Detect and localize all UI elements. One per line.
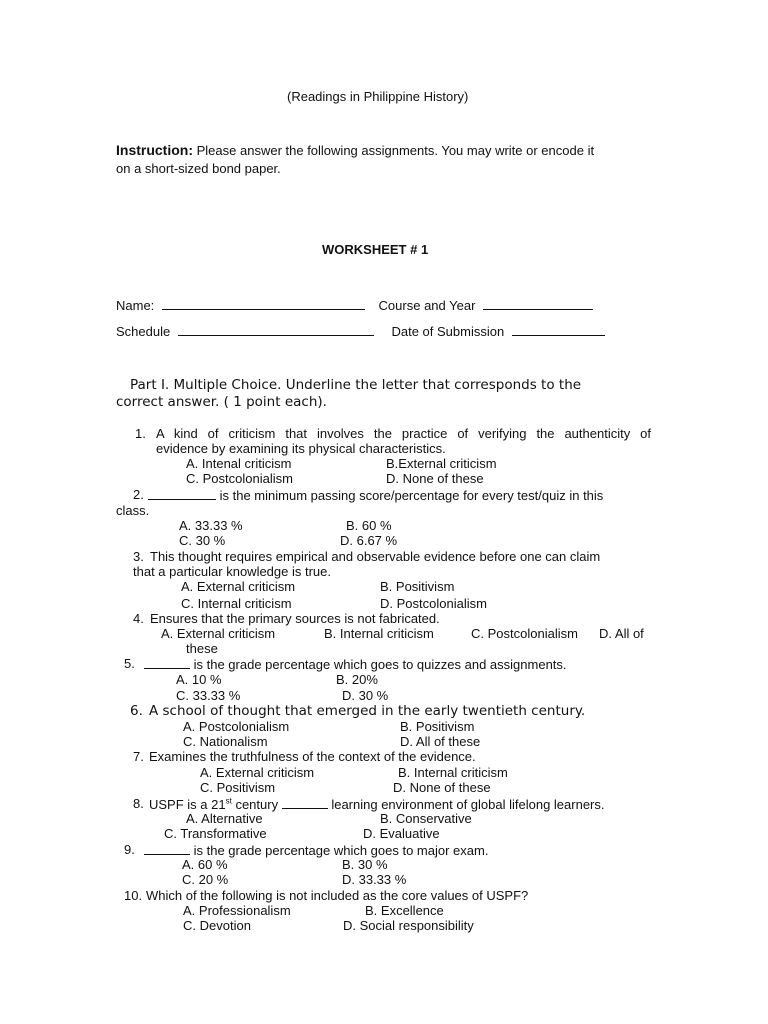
option-c[interactable]: C. 30 %: [179, 533, 226, 548]
worksheet-title: WORKSHEET # 1: [322, 242, 429, 257]
option-d-continued: these: [186, 641, 218, 656]
question-line: [148, 487, 603, 503]
option-c[interactable]: C. Transformative: [164, 826, 267, 841]
option-d[interactable]: D. All of: [599, 626, 644, 641]
option-c[interactable]: C. Postcolonialism: [186, 471, 293, 486]
question-number: 5.: [124, 656, 135, 671]
question-text: USPF is a 21: [149, 797, 226, 812]
option-d[interactable]: D. 30 %: [342, 688, 389, 703]
option-b[interactable]: B. Excellence: [365, 903, 444, 918]
option-a[interactable]: A. Alternative: [186, 811, 263, 826]
option-a[interactable]: A. External criticism: [200, 765, 315, 780]
option-c[interactable]: C. 33.33 %: [176, 688, 241, 703]
question-number: 6.: [130, 703, 143, 719]
option-c[interactable]: C. 20 %: [182, 872, 229, 887]
question-number: 3.: [133, 549, 144, 564]
option-b[interactable]: B. 60 %: [346, 518, 392, 533]
option-d[interactable]: D. None of these: [386, 471, 484, 486]
name-label: Name:: [116, 298, 155, 313]
answer-blank[interactable]: [144, 656, 190, 669]
question-number: 4.: [133, 611, 144, 626]
answer-blank[interactable]: [282, 796, 328, 809]
option-d[interactable]: D. Evaluative: [363, 826, 440, 841]
question-text: that a particular knowledge is true.: [133, 564, 331, 579]
question-text: A school of thought that emerged in the early twentieth century.: [149, 703, 586, 719]
question-number: 7.: [133, 749, 144, 764]
option-b[interactable]: B. Positivism: [400, 719, 475, 734]
option-a[interactable]: A. 33.33 %: [179, 518, 243, 533]
question-text: century: [231, 797, 279, 812]
question-text: This thought requires empirical and observable evidence before one can claim: [150, 549, 601, 564]
option-a[interactable]: A. Professionalism: [183, 903, 291, 918]
option-d[interactable]: D. 33.33 %: [342, 872, 407, 887]
option-c[interactable]: C. Postcolonialism: [471, 626, 578, 641]
option-d[interactable]: D. None of these: [393, 780, 491, 795]
instruction-line-1: [116, 143, 594, 158]
option-b[interactable]: B. Conservative: [380, 811, 472, 826]
question-number: 1.: [135, 426, 146, 441]
schedule-field-row: [116, 323, 605, 339]
option-a[interactable]: A. Intenal criticism: [186, 456, 292, 471]
option-d[interactable]: D. All of these: [400, 734, 481, 749]
option-b[interactable]: B. 30 %: [342, 857, 388, 872]
question-text: learning environment of global lifelong learners.: [331, 797, 605, 812]
option-b[interactable]: B. 20%: [336, 672, 378, 687]
ordinal-suffix: st: [225, 796, 232, 806]
course-year-blank[interactable]: [483, 297, 593, 310]
option-b[interactable]: B. Internal criticism: [324, 626, 434, 641]
question-number: 9.: [124, 842, 135, 857]
question-text: Which of the following is not included as the core values of USPF?: [146, 888, 529, 903]
question-text: Ensures that the primary sources is not fabricated.: [150, 611, 440, 626]
course-year-label: Course and Year: [378, 298, 476, 313]
question-number: 10.: [124, 888, 143, 903]
name-field-row: [116, 297, 593, 313]
option-a[interactable]: A. 60 %: [182, 857, 228, 872]
part1-line-2: correct answer. ( 1 point each).: [116, 394, 327, 410]
option-b[interactable]: B. Internal criticism: [398, 765, 508, 780]
option-c[interactable]: C. Devotion: [183, 918, 251, 933]
question-text: Examines the truthfulness of the context of the evidence.: [149, 749, 476, 764]
submission-label: Date of Submission: [391, 324, 505, 339]
instruction-line-2: on a short-sized bond paper.: [116, 161, 281, 176]
option-c[interactable]: C. Internal criticism: [181, 596, 292, 611]
option-a[interactable]: A. 10 %: [176, 672, 222, 687]
option-c[interactable]: C. Nationalism: [183, 734, 268, 749]
schedule-label: Schedule: [116, 324, 171, 339]
option-c[interactable]: C. Positivism: [200, 780, 276, 795]
question-text: is the grade percentage which goes to quizzes and assignments.: [193, 657, 567, 672]
question-line: [144, 656, 567, 672]
instruction-label: Instruction:: [116, 142, 193, 158]
instruction-text-1: Please answer the following assignments. You may write or encode it: [196, 143, 595, 158]
schedule-blank[interactable]: [178, 323, 374, 336]
question-text: A kind of criticism that involves the practice of verifying the authenticity of: [156, 426, 651, 441]
name-blank[interactable]: [162, 297, 365, 310]
option-a[interactable]: A. External criticism: [161, 626, 276, 641]
submission-blank[interactable]: [512, 323, 605, 336]
part1-line-1: Part I. Multiple Choice. Underline the letter that corresponds to the: [130, 377, 582, 393]
option-a[interactable]: A. Postcolonialism: [183, 719, 290, 734]
option-b[interactable]: B. Positivism: [380, 579, 455, 594]
question-number: 2.: [133, 487, 144, 502]
question-text: is the minimum passing score/percentage for every test/quiz in this: [219, 488, 604, 503]
option-d[interactable]: D. Social responsibility: [343, 918, 474, 933]
answer-blank[interactable]: [148, 487, 216, 500]
option-a[interactable]: A. External criticism: [181, 579, 296, 594]
option-d[interactable]: D. 6.67 %: [340, 533, 398, 548]
question-text: is the grade percentage which goes to major exam.: [193, 843, 489, 858]
question-number: 8.: [133, 796, 144, 811]
question-line: [149, 796, 605, 812]
option-d[interactable]: D. Postcolonialism: [380, 596, 487, 611]
question-text: evidence by examining its physical characteristics.: [156, 441, 446, 456]
option-b[interactable]: B.External criticism: [386, 456, 497, 471]
question-text: class.: [116, 503, 150, 518]
question-line: [144, 842, 488, 858]
course-title: (Readings in Philippine History): [287, 89, 469, 104]
answer-blank[interactable]: [144, 842, 190, 855]
